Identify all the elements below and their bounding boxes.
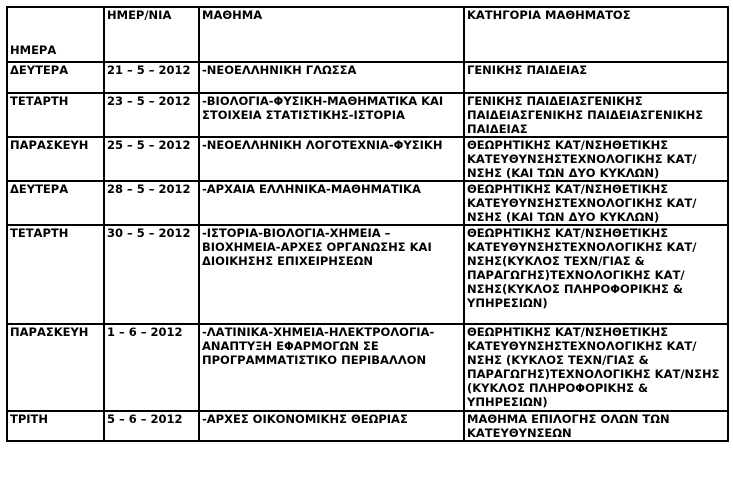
cell-day: ΤΡΙΤΗ <box>7 411 104 441</box>
cell-date: 25 – 5 – 2012 <box>104 137 199 181</box>
header-subject: ΜΑΘΗΜΑ <box>199 7 464 62</box>
cell-category: ΘΕΩΡΗΤΙΚΗΣ ΚΑΤ/ΝΣΗΘΕΤΙΚΗΣ ΚΑΤΕΥΘΥΝΣΗΣΤΕΧΝΟΛΟΓΙΚΗΣ ΚΑΤ/ΝΣΗΣ (ΚΑΙ ΤΩΝ ΔΥΟ ΚΥΚΛΩΝ) <box>464 181 728 225</box>
cell-category: ΓΕΝΙΚΗΣ ΠΑΙΔΕΙΑΣ <box>464 62 728 93</box>
table-row <box>7 137 728 181</box>
table-row <box>7 62 728 93</box>
header-day: ΗΜΕΡΑ <box>7 7 104 62</box>
cell-date: 21 – 5 – 2012 <box>104 62 199 93</box>
cell-subject: -ΙΣΤΟΡΙΑ-ΒΙΟΛΟΓΙΑ-ΧΗΜΕΙΑ – ΒΙΟΧΗΜΕΙΑ-ΑΡΧΕΣ ΟΡΓΑΝΩΣΗΣ ΚΑΙ ΔΙΟΙΚΗΣΗΣ ΕΠΙΧΕΙΡΗΣΕΩΝ <box>199 225 464 324</box>
cell-day: ΤΕΤΑΡΤΗ <box>7 93 104 137</box>
cell-category: ΘΕΩΡΗΤΙΚΗΣ ΚΑΤ/ΝΣΗΘΕΤΙΚΗΣ ΚΑΤΕΥΘΥΝΣΗΣΤΕΧΝΟΛΟΓΙΚΗΣ ΚΑΤ/ΝΣΗΣ (ΚΑΙ ΤΩΝ ΔΥΟ ΚΥΚΛΩΝ) <box>464 137 728 181</box>
cell-subject: -ΒΙΟΛΟΓΙΑ-ΦΥΣΙΚΗ-ΜΑΘΗΜΑΤΙΚΑ ΚΑΙ ΣΤΟΙΧΕΙΑ ΣΤΑΤΙΣΤΙΚΗΣ-ΙΣΤΟΡΙΑ <box>199 93 464 137</box>
cell-subject: -ΝΕΟΕΛΛΗΝΙΚΗ ΓΛΩΣΣΑ <box>199 62 464 93</box>
cell-day: ΔΕΥΤΕΡΑ <box>7 62 104 93</box>
cell-subject: -ΑΡΧΕΣ ΟΙΚΟΝΟΜΙΚΗΣ ΘΕΩΡΙΑΣ <box>199 411 464 441</box>
cell-date: 28 – 5 – 2012 <box>104 181 199 225</box>
cell-date: 30 – 5 – 2012 <box>104 225 199 324</box>
cell-category: ΘΕΩΡΗΤΙΚΗΣ ΚΑΤ/ΝΣΗΘΕΤΙΚΗΣ ΚΑΤΕΥΘΥΝΣΗΣΤΕΧΝΟΛΟΓΙΚΗΣ ΚΑΤ/ΝΣΗΣ (ΚΥΚΛΟΣ ΤΕΧΝ/ΓΙΑΣ & ΠΑΡΑΓΩΓΗΣ)ΤΕΧΝΟΛΟΓΙΚΗΣ ΚΑΤ/ΝΣΗΣ (ΚΥΚΛΟΣ ΠΛΗΡΟΦΟΡΙΚΗΣ & ΥΠΗΡΕΣΙΩΝ) <box>464 324 728 411</box>
cell-date: 23 – 5 – 2012 <box>104 93 199 137</box>
table-row <box>7 225 728 324</box>
table-row <box>7 93 728 137</box>
table-row <box>7 411 728 441</box>
cell-day: ΠΑΡΑΣΚΕΥΗ <box>7 137 104 181</box>
header-date: ΗΜΕΡ/ΝΙΑ <box>104 7 199 62</box>
cell-category: ΜΑΘΗΜΑ ΕΠΙΛΟΓΗΣ ΟΛΩΝ ΤΩΝ ΚΑΤΕΥΘΥΝΣΕΩΝ <box>464 411 728 441</box>
header-category: ΚΑΤΗΓΟΡΙΑ ΜΑΘΗΜΑΤΟΣ <box>464 7 728 62</box>
cell-subject: -ΛΑΤΙΝΙΚΑ-ΧΗΜΕΙΑ-ΗΛΕΚΤΡΟΛΟΓΙΑ-ΑΝΑΠΤΥΞΗ ΕΦΑΡΜΟΓΩΝ ΣΕ ΠΡΟΓΡΑΜΜΑΤΙΣΤΙΚΟ ΠΕΡΙΒΑΛΛΟΝ <box>199 324 464 411</box>
table-header-row <box>7 7 728 62</box>
cell-date: 5 – 6 – 2012 <box>104 411 199 441</box>
cell-day: ΠΑΡΑΣΚΕΥΗ <box>7 324 104 411</box>
cell-category: ΓΕΝΙΚΗΣ ΠΑΙΔΕΙΑΣΓΕΝΙΚΗΣ ΠΑΙΔΕΙΑΣΓΕΝΙΚΗΣ ΠΑΙΔΕΙΑΣΓΕΝΙΚΗΣ ΠΑΙΔΕΙΑΣ <box>464 93 728 137</box>
exam-schedule-table <box>6 6 729 442</box>
cell-day: ΤΕΤΑΡΤΗ <box>7 225 104 324</box>
cell-subject: -ΝΕΟΕΛΛΗΝΙΚΗ ΛΟΓΟΤΕΧΝΙΑ-ΦΥΣΙΚΗ <box>199 137 464 181</box>
cell-subject: -ΑΡΧΑΙΑ ΕΛΛΗΝΙΚΑ-ΜΑΘΗΜΑΤΙΚΑ <box>199 181 464 225</box>
table-row <box>7 181 728 225</box>
cell-category: ΘΕΩΡΗΤΙΚΗΣ ΚΑΤ/ΝΣΗΘΕΤΙΚΗΣ ΚΑΤΕΥΘΥΝΣΗΣΤΕΧΝΟΛΟΓΙΚΗΣ ΚΑΤ/ΝΣΗΣ(ΚΥΚΛΟΣ ΤΕΧΝ/ΓΙΑΣ & ΠΑΡΑΓΩΓΗΣ)ΤΕΧΝΟΛΟΓΙΚΗΣ ΚΑΤ/ΝΣΗΣ(ΚΥΚΛΟΣ ΠΛΗΡΟΦΟΡΙΚΗΣ & ΥΠΗΡΕΣΙΩΝ) <box>464 225 728 324</box>
cell-day: ΔΕΥΤΕΡΑ <box>7 181 104 225</box>
cell-date: 1 – 6 – 2012 <box>104 324 199 411</box>
table-row <box>7 324 728 411</box>
